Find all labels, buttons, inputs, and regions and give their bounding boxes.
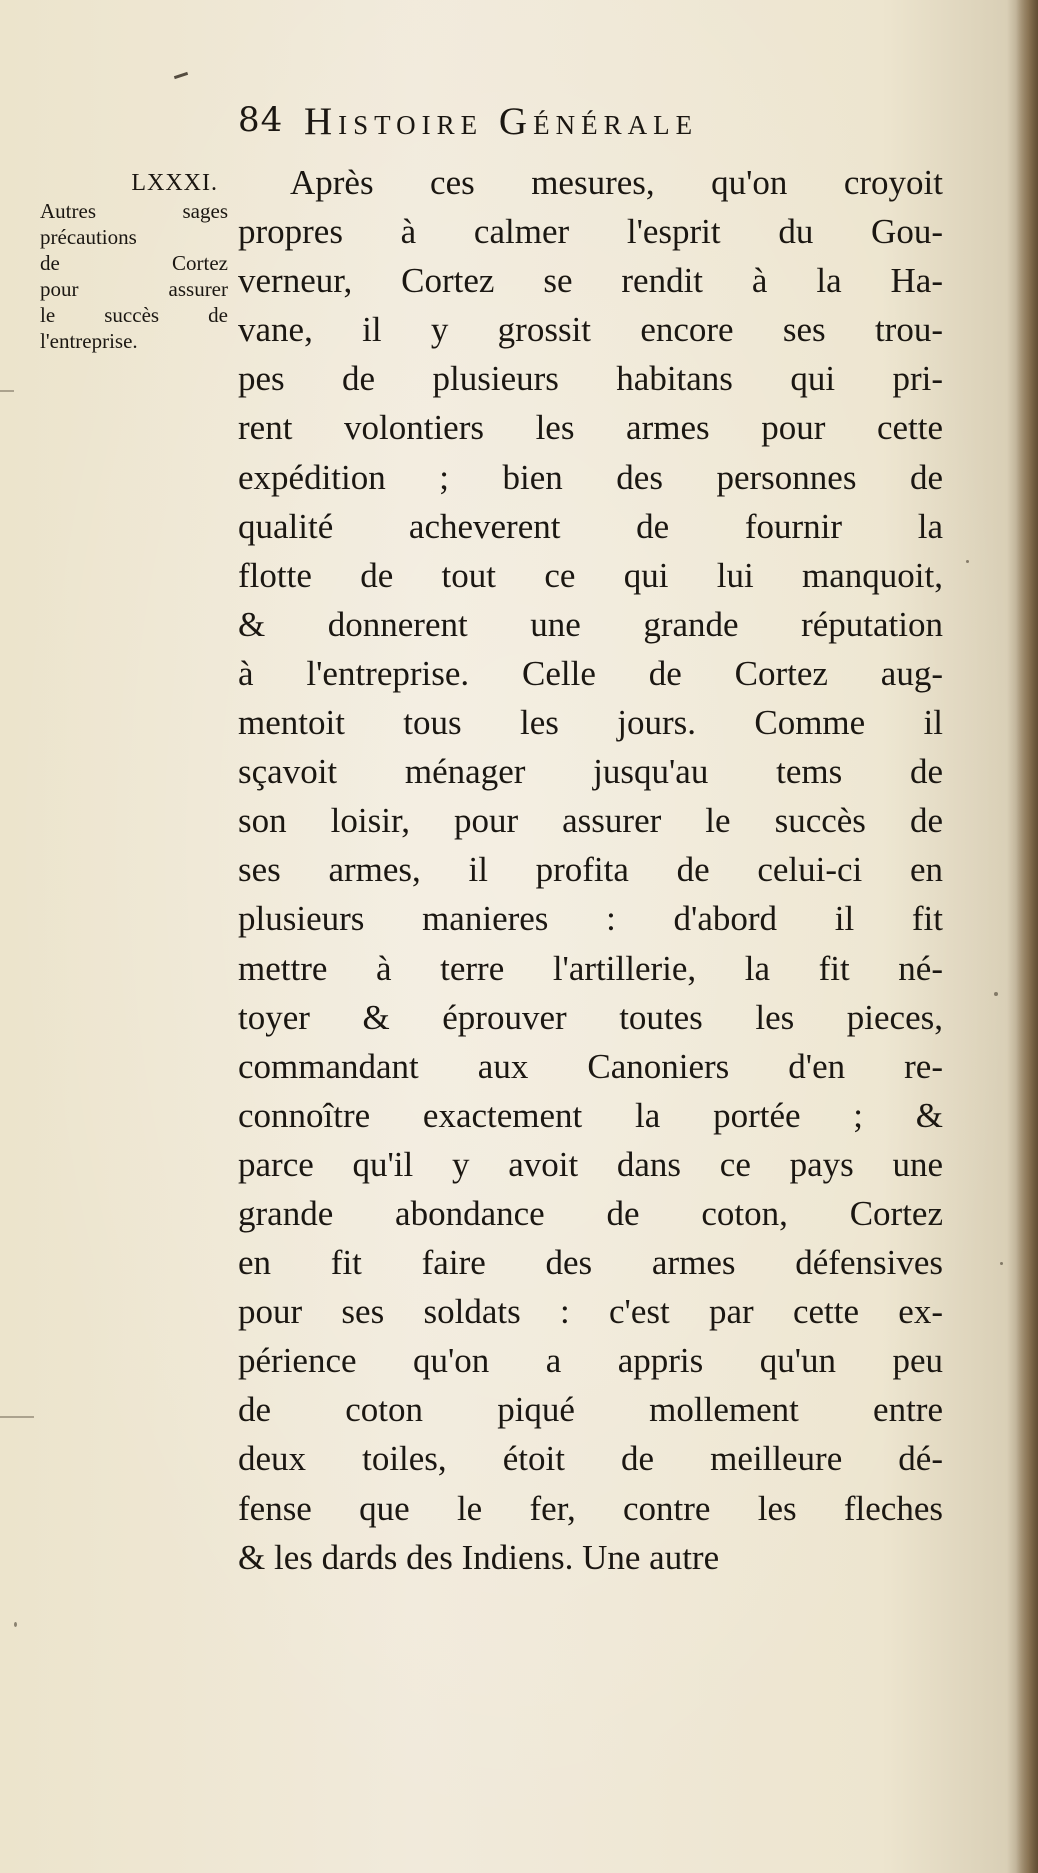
text-line: pour ses soldats : c'est par cette ex-	[238, 1292, 943, 1332]
text-line: fense que le fer, contre les fleches	[238, 1488, 943, 1528]
text-line: plusieurs manieres : d'abord il fit	[238, 899, 943, 939]
text-line: ses armes, il profita de celui-ci en	[238, 850, 943, 890]
note-line: précautions	[40, 225, 137, 249]
paper-speck	[14, 1622, 17, 1627]
note-number: LXXXI.	[131, 170, 218, 196]
text-line: connoître exactement la portée ; &	[238, 1095, 943, 1135]
text-line: Après ces mesures, qu'on croyoit	[290, 163, 943, 202]
text-line: deux toiles, étoit de meilleure dé-	[238, 1439, 943, 1479]
margin-tick	[0, 390, 14, 392]
paper-speck	[994, 992, 998, 996]
note-line: le succès de	[40, 303, 228, 327]
page-edge-shadow	[1016, 0, 1038, 1873]
text-line: mentoit tous les jours. Comme il	[238, 703, 943, 743]
text-line: commandant aux Canoniers d'en re-	[238, 1046, 943, 1086]
text-line: & les dards des Indiens. Une autre	[238, 1537, 720, 1577]
ink-mark	[174, 72, 188, 79]
text-line: périence qu'on a appris qu'un peu	[238, 1341, 943, 1381]
text-line: verneur, Cortez se rendit à la Ha-	[238, 261, 943, 301]
margin-tick	[0, 1416, 34, 1418]
paper-speck	[966, 560, 969, 563]
note-line: Autres sages	[40, 199, 228, 223]
text-line: mettre à terre l'artillerie, la fit né-	[238, 948, 943, 988]
text-line: qualité acheverent de fournir la	[238, 506, 943, 546]
text-line: & donnerent une grande réputation	[238, 604, 943, 644]
paper-speck	[1000, 1262, 1003, 1265]
page-header	[238, 96, 878, 148]
text-line: expédition ; bien des personnes de	[238, 457, 943, 497]
text-line: en fit faire des armes défensives	[238, 1243, 943, 1283]
running-title: Histoire Générale	[304, 100, 699, 143]
text-line: propres à calmer l'esprit du Gou-	[238, 212, 943, 252]
text-line: rent volontiers les armes pour cette	[238, 408, 943, 448]
text-line: grande abondance de coton, Cortez	[238, 1193, 943, 1233]
text-line: pes de plusieurs habitans qui pri-	[238, 359, 943, 399]
page-number: 84	[238, 100, 284, 140]
marginal-note	[40, 168, 228, 488]
text-line: vane, il y grossit encore ses trou-	[238, 310, 943, 350]
text-line: parce qu'il y avoit dans ce pays une	[238, 1144, 943, 1184]
note-text	[40, 198, 228, 354]
text-line: de coton piqué mollement entre	[238, 1390, 943, 1430]
text-line: sçavoit ménager jusqu'au tems de	[238, 752, 943, 792]
note-line: l'entreprise.	[40, 329, 138, 353]
note-line: de Cortez	[40, 251, 228, 275]
note-line: pour assurer	[40, 277, 228, 301]
text-line: son loisir, pour assurer le succès de	[238, 801, 943, 841]
body-text	[238, 158, 943, 1582]
text-line: à l'entreprise. Celle de Cortez aug-	[238, 653, 943, 693]
text-line: toyer & éprouver toutes les pieces,	[238, 997, 943, 1037]
text-line: flotte de tout ce qui lui manquoit,	[238, 555, 943, 595]
